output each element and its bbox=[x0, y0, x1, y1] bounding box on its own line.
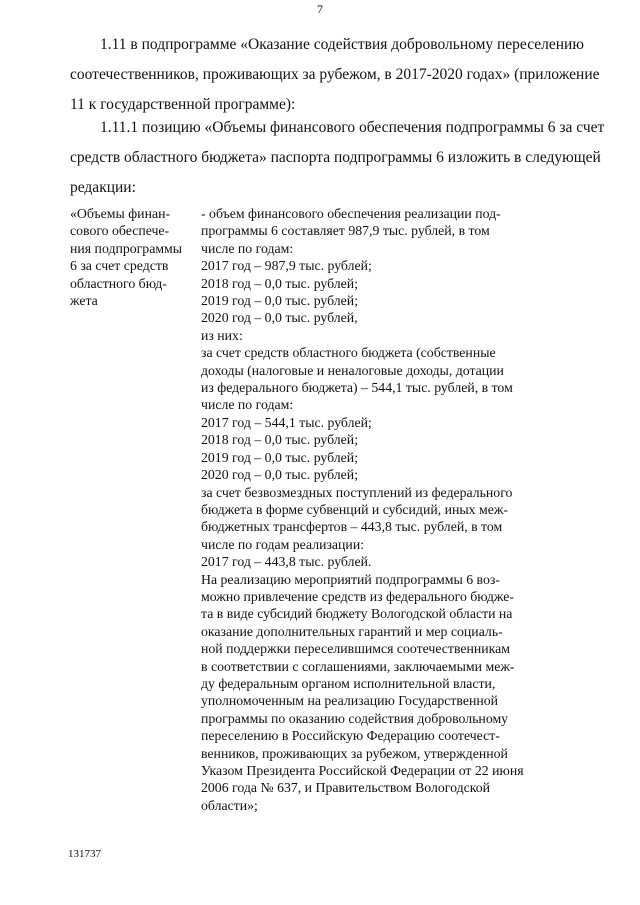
table-line: жета bbox=[70, 293, 98, 309]
table-line: уполномоченным на реализацию Государственной bbox=[201, 693, 498, 709]
table-line: числе по годам: bbox=[201, 397, 294, 413]
table-line: Указом Президента Российской Федерации от 22 июня bbox=[201, 763, 524, 778]
table-line: бюджета в форме субвенций и субсидий, иных меж- bbox=[201, 501, 508, 517]
table-line: ду федеральным органом исполнительной власти, bbox=[201, 675, 496, 691]
paragraph-line: соотечественников, проживающих за рубежом, в 2017-2020 годах» (приложение bbox=[70, 66, 600, 83]
table-line: области»; bbox=[201, 797, 258, 813]
table-line: 2017 год – 987,9 тыс. рублей; bbox=[201, 258, 372, 274]
table-line: числе по годам реализации: bbox=[201, 536, 365, 552]
table-value-column bbox=[201, 205, 591, 814]
table-line: за счет средств областного бюджета (собственные bbox=[201, 345, 496, 361]
table-line: из федерального бюджета) – 544,1 тыс. рублей, в том bbox=[201, 380, 513, 396]
table-line: венников, проживающих за рубежом, утвержденной bbox=[201, 745, 508, 761]
table-line: - объем финансового обеспечения реализации под- bbox=[201, 206, 501, 221]
table-line: переселению в Российскую Федерацию соотечест- bbox=[201, 728, 500, 744]
table-line: 2006 года № 637, и Правительством Вологодской bbox=[201, 780, 491, 796]
table-line: та в виде субсидий бюджету Вологодской области на bbox=[201, 606, 513, 622]
table-line: программы по оказанию содействия добровольному bbox=[201, 710, 509, 726]
document-code: 131737 bbox=[68, 848, 101, 860]
paragraph-line: 1.11.1 позицию «Объемы финансового обеспечения подпрограммы 6 за счет bbox=[100, 119, 605, 136]
paragraph-line: 11 к государственной программе): bbox=[70, 96, 296, 113]
paragraph-line: 1.11 в подпрограмме «Оказание содействия добровольному переселению bbox=[100, 36, 584, 53]
table-line: ния подпрограммы bbox=[70, 240, 183, 256]
table-line: 2020 год – 0,0 тыс. рублей, bbox=[201, 310, 358, 326]
table-line: сового обеспече- bbox=[70, 223, 170, 239]
table-line: 2017 год – 443,8 тыс. рублей. bbox=[201, 554, 372, 570]
table-line: областного бюд- bbox=[70, 275, 167, 291]
table-line: числе по годам: bbox=[201, 240, 294, 256]
table-line: можно привлечение средств из федерального бюдже- bbox=[201, 588, 515, 604]
paragraph-line: средств областного бюджета» паспорта подпрограммы 6 изложить в следующей bbox=[70, 149, 601, 166]
table-line: программы 6 составляет 987,9 тыс. рублей, в том bbox=[201, 223, 490, 239]
table-line: ной поддержки переселившимся соотечественникам bbox=[201, 641, 511, 657]
table-line: за счет безвозмездных поступлений из федерального bbox=[201, 484, 513, 500]
table-label-column bbox=[70, 205, 195, 309]
table-line: оказание дополнительных гарантий и мер социаль- bbox=[201, 623, 503, 639]
paragraph-1-11 bbox=[70, 30, 600, 120]
table-line: доходы (налоговые и неналоговые доходы, дотации bbox=[201, 362, 504, 378]
table-line: «Объемы финан- bbox=[70, 206, 171, 221]
table-line: 2019 год – 0,0 тыс. рублей; bbox=[201, 449, 359, 465]
table-line: 2017 год – 544,1 тыс. рублей; bbox=[201, 414, 372, 430]
table-line: в соответствии с соглашениями, заключаемыми меж- bbox=[201, 658, 515, 674]
paragraph-line: редакции: bbox=[70, 179, 136, 196]
table-line: 6 за счет средств bbox=[70, 258, 169, 274]
table-line: 2018 год – 0,0 тыс. рублей; bbox=[201, 432, 359, 448]
page-number: 7 bbox=[317, 2, 323, 16]
table-line: 2019 год – 0,0 тыс. рублей; bbox=[201, 293, 359, 309]
table-line: На реализацию мероприятий подпрограммы 6 воз- bbox=[201, 571, 500, 587]
table-line: 2018 год – 0,0 тыс. рублей; bbox=[201, 275, 359, 291]
paragraph-1-11-1 bbox=[70, 113, 605, 203]
table-line: бюджетных трансфертов – 443,8 тыс. рублей, в том bbox=[201, 519, 503, 535]
table-line: из них: bbox=[201, 327, 243, 343]
table-line: 2020 год – 0,0 тыс. рублей; bbox=[201, 467, 359, 483]
